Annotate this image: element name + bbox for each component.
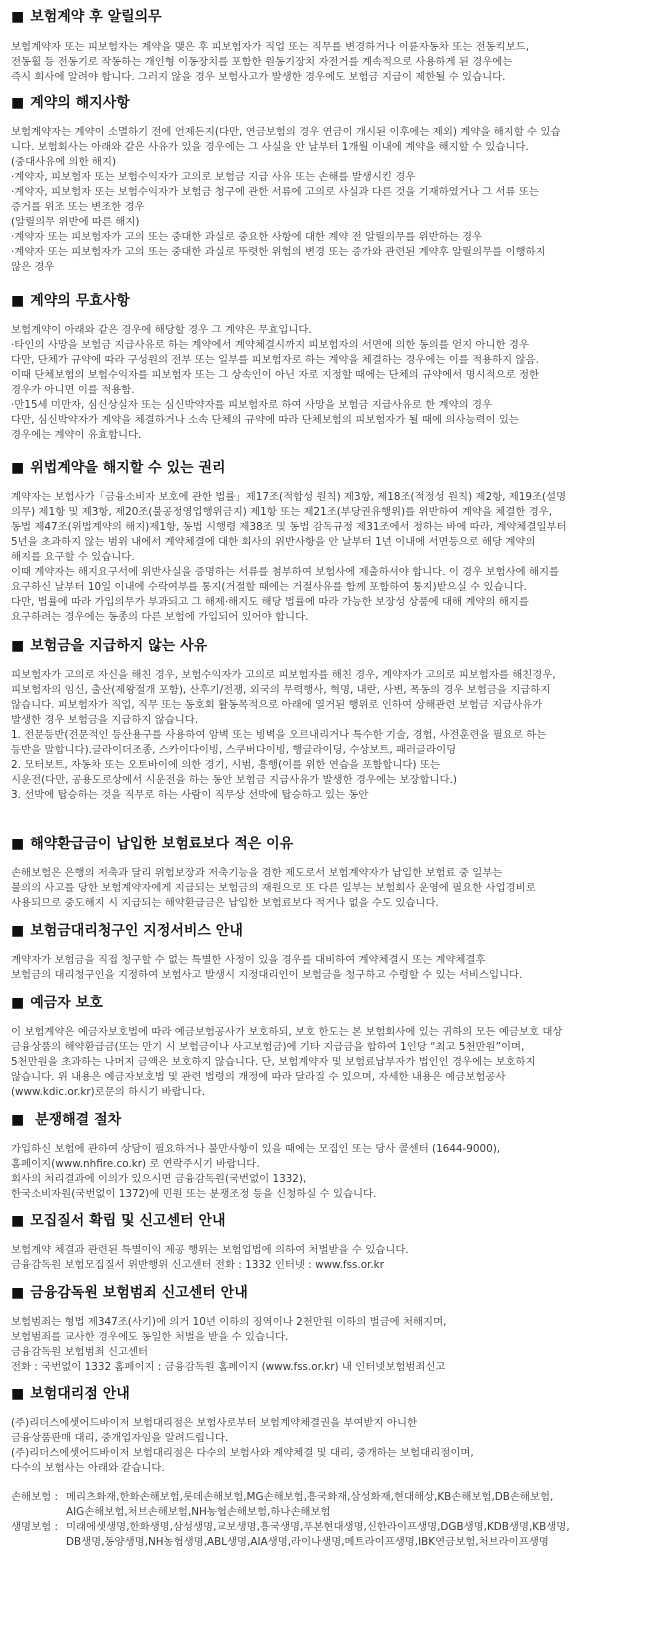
heading-square-icon: ■ bbox=[11, 95, 25, 111]
partner-company-list bbox=[11, 1490, 641, 1550]
life-insurers-row bbox=[11, 1520, 641, 1550]
section-proxy-claimant bbox=[11, 922, 641, 983]
section-heading: ■ 계약의 해지사항 bbox=[11, 95, 130, 111]
section-heading: ■ 금융감독원 보험범죄 신고센터 안내 bbox=[11, 1285, 248, 1301]
nonlife-list: 메리츠화재,한화손해보험,롯데손해보험,MG손해보험,흥국화재,삼성화재,현대해상,KB손해보험,DB손해보험, AIG손해보험,처브손해보험,NH농협손해보험,하나손해보험 bbox=[66, 1491, 554, 1518]
section-solicitation-order bbox=[11, 1212, 641, 1273]
life-list: 미래에셋생명,한화생명,삼성생명,교보생명,흥국생명,푸본현대생명,신한라이프생명,DGB생명,KDB생명,KB생명, DB생명,동양생명,NH농협생명,ABL생명,AIA생명,라이나생명,메트라이프생명,IBK연금보험,처브라이프생명 bbox=[66, 1521, 570, 1548]
heading-square-icon: ■ bbox=[11, 460, 25, 476]
section-heading: ■ 계약의 무효사항 bbox=[11, 293, 130, 309]
heading-square-icon: ■ bbox=[11, 638, 25, 654]
section-body: 보험계약자 또는 피보험자는 계약을 맺은 후 피보험자가 직업 또는 직무를 변경하거나 이륜자동차 또는 전동킥보드, 전동휠 등 전동기로 작동하는 개인형 이동장치를 포함한 원동기장치 자전거를 계속적으로 사용하게 된 경우에는 즉시 회사에 알려야 합니다. 그러지 않을 경우 보험사고가 발생한 경우에도 보험금 지급이 제한될 수 있습니다. bbox=[11, 41, 529, 83]
section-heading: ■ 분쟁해결 절차 bbox=[11, 1112, 122, 1128]
section-illegal-contract bbox=[11, 459, 641, 625]
section-insurance-fraud bbox=[11, 1284, 641, 1375]
section-body: 계약자가 보험금을 직접 청구할 수 없는 특별한 사정이 있을 경우를 대비하여 계약체결시 또는 계약체결후 보험금의 대리청구인을 지정하여 보험사고 발생시 지정대리인이 보험금을 청구하고 수령할 수 있는 서비스입니다. bbox=[11, 954, 523, 981]
section-body: 보험범죄는 형법 제347조(사기)에 의거 10년 이하의 징역이나 2천만원 이하의 벌금에 처해지며, 보험범죄를 교사한 경우에도 동일한 처벌을 받을 수 있습니다. 금융감독원 보험범죄 신고센터 전화 : 국번없이 1332 홈페이지 : 금융감독원 홈페이지 (www.fss.or.kr) 내 인터넷보험범죄신고 bbox=[11, 1316, 447, 1373]
heading-square-icon: ■ bbox=[11, 1386, 25, 1402]
section-agency-notice bbox=[11, 1385, 641, 1550]
heading-square-icon: ■ bbox=[11, 836, 25, 852]
section-notice-duty bbox=[11, 8, 641, 85]
section-dispute-resolution bbox=[11, 1111, 641, 1202]
section-heading: ■ 보험계약 후 알릴의무 bbox=[11, 9, 162, 25]
heading-square-icon: ■ bbox=[11, 995, 25, 1011]
section-heading: ■ 모집질서 확립 및 신고센터 안내 bbox=[11, 1213, 226, 1229]
section-heading: ■ 위법계약을 해지할 수 있는 권리 bbox=[11, 460, 226, 476]
life-label: 생명보험 : bbox=[11, 1521, 58, 1533]
section-body: 손해보험은 은행의 저축과 달리 위험보장과 저축기능을 겸한 제도로서 보험계약자가 납입한 보험료 중 일부는 불의의 사고를 당한 보험계약자에게 지급되는 보험금의 재원으로 또 다른 일부는 보험회사 운영에 필요한 사업경비로 사용되므로 중도해지 시 지급되는 해약환급금은 납입한 보험료보다 적거나 없을 수도 있습니다. bbox=[11, 867, 536, 909]
section-termination bbox=[11, 94, 641, 275]
section-body: 계약자는 보험사가「금융소비자 보호에 관한 법률」제17조(적합성 원칙) 제3항, 제18조(적정성 원칙) 제2항, 제19조(설명 의무) 제1항 및 제3항, 제20조(불공정영업행위금지) 제1항 또는 제21조(부당권유행위)를 위반하여 계약을 체결한 경우, 동법 제47조(위법계약의 해지)제1항, 동법 시행령 제38조 및 동법 감독규정 제31조에서 정하는 바에 따라, 계약체결일부터 5년을 초과하지 않는 범위 내에서 계약체결에 대한 회사의 위반사항을 안 날부터 1년 이내에 서면등으로 해당 계약의 해지를 요구할 수 있습니다. 이때 계약자는 해지요구서에 위반사실을 증명하는 서류를 첨부하여 보험사에 제출하셔야 합니다. 이 경우 보험사에 해지를 요구하신 날부터 10일 이내에 수락여부를 통지(거절할 때에는 거절사유를 함께 포함하여 통지)받으실 수 있습니다. 다만, 법률에 따라 가입의무가 부과되고 그 해제·해지도 해당 법률에 따라 가능한 보장성 상품에 대해 계약의 해지를 요구하려는 경우에는 동종의 다른 보험에 가입되어 있어야 합니다. bbox=[11, 491, 567, 623]
section-heading: ■ 보험대리점 안내 bbox=[11, 1386, 130, 1402]
section-invalidity bbox=[11, 292, 641, 443]
section-heading: ■ 보험금을 지급하지 않는 사유 bbox=[11, 638, 208, 654]
section-body: (주)리더스에셋어드바이저 보험대리점은 보험사로부터 보험계약체결권을 부여받지 아니한 금융상품판매 대리, 중개업자임을 알려드립니다. (주)리더스에셋어드바이저 보험대리점은 다수의 보험사와 계약체결 및 대리, 중개하는 보험대리점이며, 다수의 보험사는 아래와 같습니다. bbox=[11, 1417, 474, 1474]
section-heading: ■ 해약환급금이 납입한 보험료보다 적은 이유 bbox=[11, 836, 294, 852]
heading-square-icon: ■ bbox=[11, 1285, 25, 1301]
section-body: 보험계약이 아래와 같은 경우에 해당할 경우 그 계약은 무효입니다. ·타인의 사망을 보험금 지급사유로 하는 계약에서 계약체결시까지 피보험자의 서면에 의한 동의를 얻지 아니한 경우 다만, 단체가 규약에 따라 구성원의 전부 또는 일부를 피보험자로 하는 계약을 체결하는 경우에는 이를 적용하지 않음. 이때 단체보험의 보험수익자를 피보험자 또는 그 상속인이 아닌 자로 지정할 때에는 단체의 규약에서 명시적으로 정한 경우가 아니면 이를 적용함. ·만15세 미만자, 심신상실자 또는 심신박약자를 피보험자로 하여 사망을 보험금 지급사유로 한 계약의 경우 다만, 심신박약자가 계약을 체결하거나 소속 단체의 규약에 따라 단체보험의 피보험자가 될 때에 의사능력이 있는 경우에는 계약이 유효합니다. bbox=[11, 324, 540, 441]
section-body: 피보험자가 고의로 자신을 해친 경우, 보험수익자가 고의로 피보험자를 해친 경우, 계약자가 고의로 피보험자를 해친경우, 피보험자의 임신, 출산(제왕절개 포함), 산후기/전쟁, 외국의 무력행사, 혁명, 내란, 사변, 폭동의 경우 보험금을 지급하지 않습니다. 피보험자가 직업, 직무 또는 동호회 활동목적으로 아래에 열거된 행위로 인하여 상해관련 보험금 지급사유가 발생한 경우 보험금을 지급하지 않습니다. 1. 전문등반(전문적인 등산용구를 사용하여 암벽 또는 빙벽을 오르내리거나 특수한 기술, 경험, 사전훈련을 필요로 하는 등반을 말합니다).글라이더조종, 스카이다이빙, 스쿠버다이빙, 행글라이딩, 수상보트, 패러글라이딩 2. 모터보트, 자동차 또는 오토바이에 의한 경기, 시범, 흥행(이를 위한 연습을 포함합니다) 또는 시운전(다만, 공용도로상에서 시운전을 하는 동안 보험금 지급사유가 발생한 경우에는 보장합니다.) 3. 선박에 탑승하는 것을 직무로 하는 사람이 직무상 선박에 탑승하고 있는 동안 bbox=[11, 669, 556, 801]
nonlife-insurers-row bbox=[11, 1490, 641, 1520]
section-surrender-value bbox=[11, 835, 641, 911]
section-heading: ■ 보험금대리청구인 지정서비스 안내 bbox=[11, 923, 243, 939]
section-depositor-protection bbox=[11, 994, 641, 1100]
section-body: 보험계약 체결과 관련된 특별이익 제공 행위는 보험업법에 의하여 처벌받을 수 있습니다. 금융감독원 보험모집질서 위반행위 신고센터 전화 : 1332 인터넷 : www.fss.or.kr bbox=[11, 1244, 409, 1271]
nonlife-label: 손해보험 : bbox=[11, 1491, 58, 1503]
heading-square-icon: ■ bbox=[11, 293, 25, 309]
heading-square-icon: ■ bbox=[11, 923, 25, 939]
section-body: 이 보험계약은 예금자보호법에 따라 예금보험공사가 보호하되, 보호 한도는 본 보험회사에 있는 귀하의 모든 예금보호 대상 금융상품의 해약환급금(또는 만기 시 보험금이나 사고보험금)에 기타 지급금을 합하여 1인당 “최고 5천만원”이며, 5천만원을 초과하는 나머지 금액은 보호하지 않습니다. 단, 보험계약자 및 보험료납부자가 법인인 경우에는 보호하지 않습니다. 위 내용은 예금자보호법 및 관련 법령의 개정에 따라 달라질 수 있으며, 자세한 내용은 예금보험공사 (www.kdic.or.kr)로문의 하시기 바랍니다. bbox=[11, 1026, 563, 1098]
heading-square-icon: ■ bbox=[11, 1213, 25, 1229]
section-body: 보험계약자는 계약이 소멸하기 전에 언제든지(다만, 연금보험의 경우 연금이 개시된 이후에는 제외) 계약을 해지할 수 있습 니다. 보험회사는 아래와 같은 사유가 있을 경우에는 그 사실을 안 날부터 1개월 이내에 계약을 해지할 수 있습니다. (중대사유에 의한 해지) ·계약자, 피보험자 또는 보험수익자가 고의로 보험금 지급 사유 또는 손해를 발생시킨 경우 ·계약자, 피보험자 또는 보험수익자가 보험금 청구에 관한 서류에 고의로 사실과 다른 것을 기재하였거나 그 서류 또는 증거를 위조 또는 변조한 경우 (알릴의무 위반에 따른 해지) ·계약자 또는 피보험자가 고의 또는 중대한 과실로 중요한 사항에 대한 계약 전 알릴의무를 위반하는 경우 ·계약자 또는 피보험자가 고의 또는 중대한 과실로 뚜렷한 위험의 변경 또는 증가와 관련된 계약후 알릴의무를 이행하지 않은 경우 bbox=[11, 126, 561, 273]
section-no-payment bbox=[11, 637, 641, 803]
section-heading: ■ 예금자 보호 bbox=[11, 995, 103, 1011]
section-body: 가입하신 보험에 관하여 상담이 필요하거나 불만사항이 있을 때에는 모집인 또는 당사 콜센터 (1644-9000), 홈페이지(www.nhfire.co.kr) 로 연락주시기 바랍니다. 회사의 처리결과에 이의가 있으시면 금융감독원(국번없이 1332), 한국소비자원(국번없이 1372)에 민원 또는 분쟁조정 등을 신청하실 수 있습니다. bbox=[11, 1143, 501, 1200]
heading-square-icon: ■ bbox=[11, 1112, 25, 1128]
heading-square-icon: ■ bbox=[11, 9, 25, 25]
